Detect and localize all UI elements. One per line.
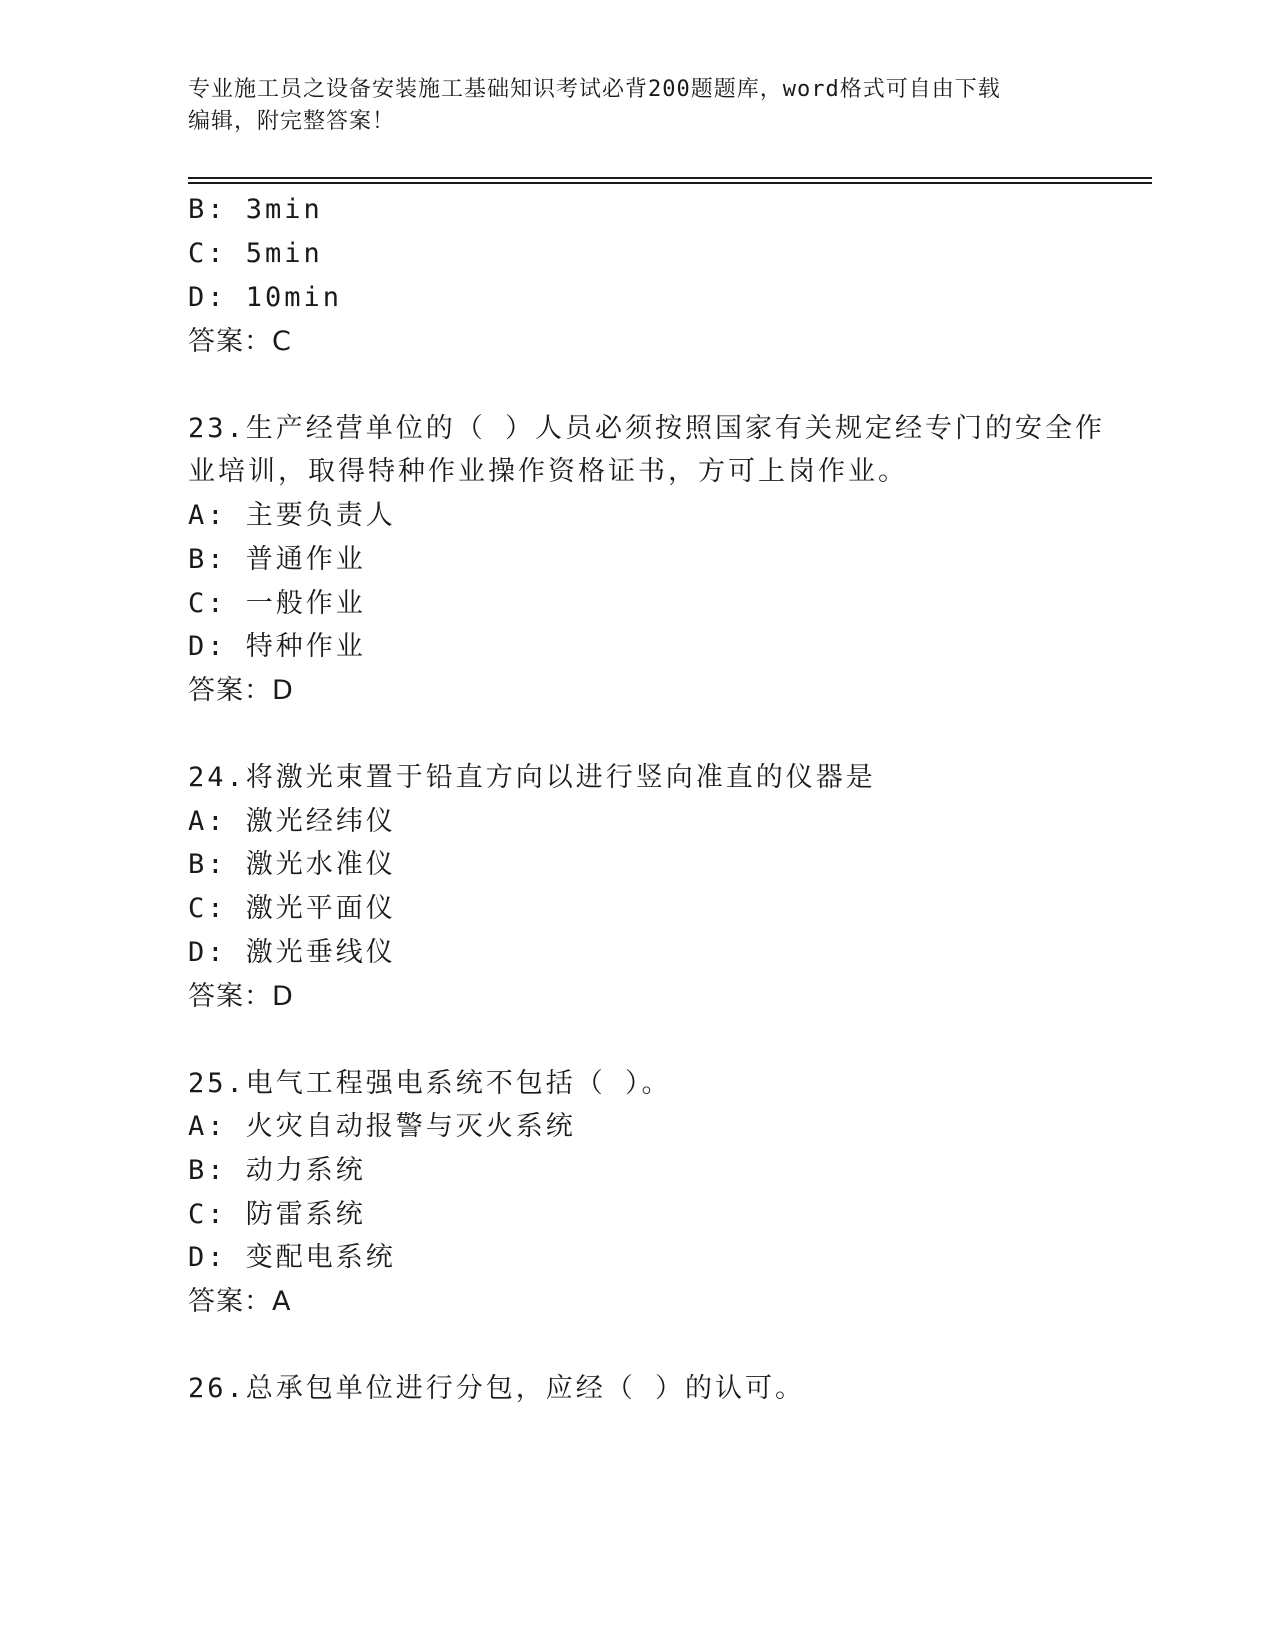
q24-option-a: A: 激光经纬仪	[188, 806, 396, 837]
q24-stem: 24.将激光束置于铅直方向以进行竖向准直的仪器是	[188, 762, 876, 793]
q22-answer: 答案：C	[188, 326, 292, 357]
q25-answer: 答案：A	[188, 1286, 292, 1317]
q23-option-d: D: 特种作业	[188, 631, 366, 662]
q23-stem-line-2: 业培训，取得特种作业操作资格证书，方可上岗作业。	[188, 456, 908, 487]
q24-option-c: C: 激光平面仪	[188, 893, 396, 924]
q22-option-d: D: 10min	[188, 282, 343, 313]
q25-option-c: C: 防雷系统	[188, 1199, 366, 1230]
header-line-2: 编辑，附完整答案！	[188, 109, 396, 134]
q25-option-d: D: 变配电系统	[188, 1242, 396, 1273]
q23-stem-line-1: 23.生产经营单位的（ ）人员必须按照国家有关规定经专门的安全作	[188, 413, 1106, 444]
q25-option-b: B: 动力系统	[188, 1155, 366, 1186]
q23-option-b: B: 普通作业	[188, 544, 366, 575]
q22-option-c: C: 5min	[188, 238, 323, 269]
q25-option-a: A: 火灾自动报警与灭火系统	[188, 1111, 576, 1142]
q23-option-c: C: 一般作业	[188, 588, 366, 619]
document-header	[188, 74, 1088, 138]
q23-option-a: A: 主要负责人	[188, 500, 396, 531]
q24-option-b: B: 激光水准仪	[188, 849, 396, 880]
header-divider-bottom	[188, 182, 1152, 184]
q23-answer: 答案：D	[188, 675, 294, 706]
q24-answer: 答案：D	[188, 981, 294, 1012]
q24-option-d: D: 激光垂线仪	[188, 937, 396, 968]
q22-option-b: B: 3min	[188, 194, 323, 225]
header-line-1: 专业施工员之设备安装施工基础知识考试必背200题题库，word格式可自由下载	[188, 77, 1001, 102]
header-divider-top	[188, 177, 1152, 179]
q25-stem: 25.电气工程强电系统不包括（ ）。	[188, 1068, 672, 1099]
q26-stem: 26.总承包单位进行分包，应经（ ）的认可。	[188, 1373, 806, 1404]
